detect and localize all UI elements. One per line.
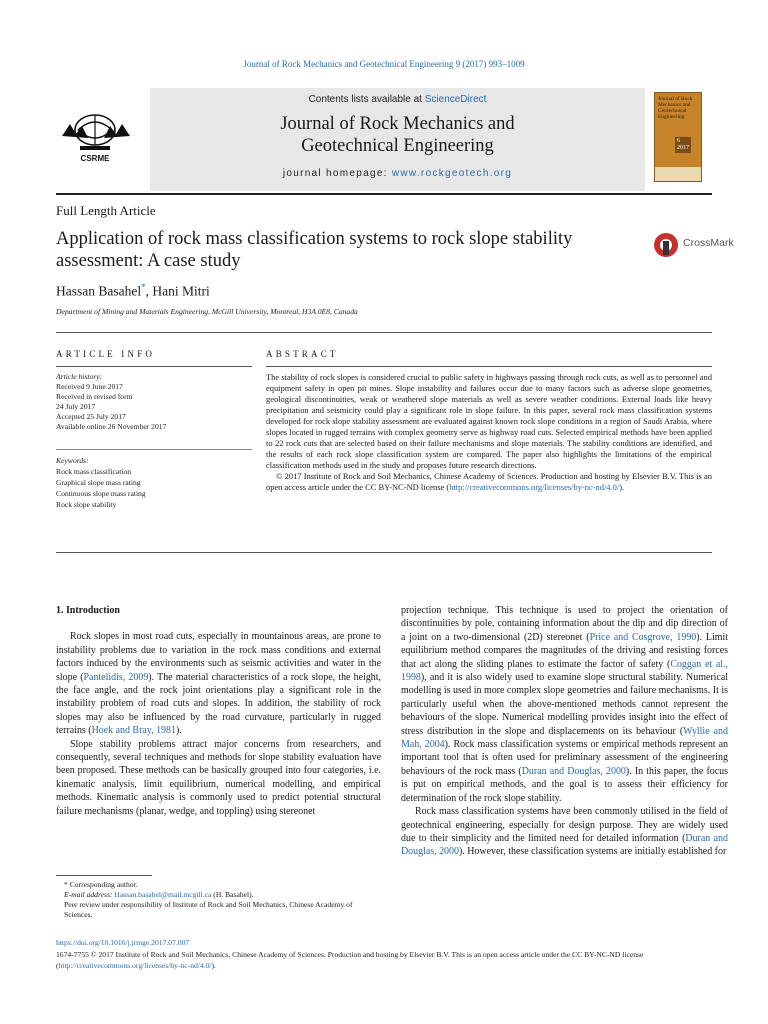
corresponding-author-marker[interactable]: * — [141, 282, 146, 292]
journal-title — [150, 113, 645, 157]
abstract-heading: ABSTRACT — [266, 349, 339, 359]
intro-r1-text-c: ), and it is also widely used to examine slope structural stability. Numerical modelling is used in more complex slope geometries and failure mechanisms. It is particularly useful when the above-mentioned methods cannot represent the behaviours of the slope. Numerical modelling provides insight into the effect of stress distribution in the slope and displacements on its behaviour ( — [401, 672, 728, 737]
intro-paragraph-2: Slope stability problems attract major concerns from researchers, and consequently, several techniques and methods for slope stability evaluation have been proposed. These methods can be basically grouped into four categories, i.e. kinematic analysis, limit equilibrium, numerical modelling, and empirical methods. Kinematic analysis is commonly used to predict potential structural failure mechanisms (planar, wedge, and toppling) using stereonet — [56, 738, 381, 817]
article-info-heading: ARTICLE INFO — [56, 349, 156, 359]
email-note — [56, 890, 381, 900]
cover-year: 2017 — [677, 145, 689, 151]
right-column — [401, 604, 728, 859]
contents-line — [150, 94, 645, 105]
abstract-copyright-end: ). — [619, 482, 625, 492]
citation-link[interactable]: Pantelidis, 2009 — [83, 671, 149, 683]
author-list — [56, 282, 210, 300]
keyword-item: Graphical slope mass rating — [56, 478, 141, 487]
intro-paragraph-2-continued — [401, 604, 728, 805]
homepage-link[interactable]: www.rockgeotech.org — [391, 168, 513, 179]
affiliation-divider — [56, 332, 712, 333]
csrme-logo-icon — [56, 106, 134, 166]
intro-p1-text-c: ). — [175, 725, 182, 737]
abstract-copyright — [266, 471, 712, 493]
history-item: Received in revised form — [56, 392, 133, 401]
keywords-list — [56, 455, 252, 510]
sciencedirect-link[interactable]: ScienceDirect — [424, 94, 487, 105]
history-item: 24 July 2017 — [56, 402, 96, 411]
peer-review-note: Peer review under responsibility of Institute of Rock and Soil Mechanics, Chinese Academy of Sciences. — [64, 900, 353, 919]
intro-r1-text-a: projection technique. This technique is used to project the orientation of discontinuities by pole, containing information about the dip and dip direction of a joint on a two-dimensional (2D) stereonet ( — [401, 605, 728, 643]
doi-link[interactable]: https://doi.org/10.1016/j.jrmge.2017.07.007 — [56, 938, 190, 947]
keyword-item: Rock slope stability — [56, 500, 117, 509]
journal-title-line2: Geotechnical Engineering — [301, 136, 494, 156]
keywords-divider — [56, 449, 252, 450]
introduction-heading: 1. Introduction — [56, 605, 120, 616]
footnote-divider — [56, 875, 152, 876]
csrme-logo-text: CSRME — [80, 154, 110, 163]
contents-prefix: Contents lists available at — [308, 94, 425, 105]
affiliation: Department of Mining and Materials Engineering, McGill University, Montreal, H3A 0E8, Canada — [56, 307, 358, 316]
intro-p1-text-b: ). The material characteristics of a rock slope, the height, the face angle, and the rock joint orientations play a significant role in the instability problem of road cuts and slopes. In addition, the stability of rock slopes may also be influenced by the road curvature, particularly in rugged terrains ( — [56, 671, 381, 737]
history-item: Accepted 25 July 2017 — [56, 412, 126, 421]
license-line — [56, 949, 728, 971]
left-column — [56, 604, 381, 818]
intro-r1-text-d: ). Rock mass classification systems or empirical methods represent an important tool that is often used for preliminary assessment of the engineering behaviours of the rock mass ( — [401, 739, 728, 777]
header-divider — [56, 193, 712, 195]
intro-p1-text-a: Rock slopes in most road cuts, especially in mountainous areas, are prone to instability problems due to variation in the rock mass conditions and external factors induced by the environments such as seismic activities and water in the slope ( — [56, 631, 381, 683]
intro-paragraph-1 — [56, 630, 381, 737]
abstract-license-link[interactable]: http://creativecommons.org/licenses/by-nc-nd/4.0/ — [449, 482, 620, 492]
article-title-line1: Application of rock mass classification systems to rock slope stability — [56, 229, 573, 249]
journal-cover-thumbnail[interactable] — [654, 92, 702, 182]
email-link[interactable]: Hassan.basahel@mail.mcgill.ca — [114, 890, 212, 899]
abstract-copyright-text: © 2017 Institute of Rock and Soil Mechanics, Chinese Academy of Sciences. Production and hosting by Elsevier B.V. This is an open access article under the CC BY-NC-ND license ( — [266, 471, 712, 492]
email-suffix: (H. Basahel). — [211, 890, 254, 899]
intro-r2-text-a: Rock mass classification systems have been commonly utilised in the field of geotechnical engineering, especially for design purpose. They are widely used due to their simplicity and the limited need for detailed information ( — [401, 806, 728, 844]
cover-issue — [675, 137, 691, 153]
keywords-label: Keywords: — [56, 456, 89, 465]
email-label: E-mail address: — [64, 890, 115, 899]
citation-link[interactable]: Price and Cosgrove, 1990 — [589, 631, 697, 643]
history-item: Available online 26 November 2017 — [56, 422, 167, 431]
abstract-text: The stability of rock slopes is considered crucial to public safety in highways passing through rock cuts, as well as to personnel and equipment safety in open pit mines. Slope instability and failures occur due to many factors such as adverse slope geometries, geological discontinuities, weak or weathered slope materials as well as severe weather conditions. External loads like heavy precipitation and seismicity could play a significant role in slope failure. In this paper, several rock mass classification systems developed for rock slope stability assessment are evaluated against known rock slope conditions in a region of Saudi Arabia, where slopes located in rugged terrains with complex geometry serve as highway road cuts. Selected empirical methods have been applied to 22 rock cuts that are selected based on their failure mechanisms and slope materials. The stability conditions are identified, and the results of each rock slope classification system are compared. The paper also highlights the limitations of the empirical classification methods used in the study and proposes future research directions. — [266, 372, 712, 470]
cover-bottom-strip — [655, 167, 701, 181]
history-item: Received 9 June 2017 — [56, 382, 123, 391]
citation-link[interactable]: Duran and Douglas, 2000 — [401, 832, 728, 858]
article-title — [56, 228, 646, 272]
citation-link[interactable]: Duran and Douglas, 2000 — [521, 765, 626, 777]
license-text: 1674-7755 © 2017 Institute of Rock and Soil Mechanics, Chinese Academy of Sciences. Production and hosting by Elsevier B.V. This is an open access article under the CC BY-NC-ND license ( — [56, 950, 644, 970]
cover-title: Journal of Rock Mechanics and Geotechnical Engineering — [658, 96, 693, 120]
license-end: ). — [211, 961, 216, 970]
intro-r1-text-b: ). Limit equilibrium method compares the magnitudes of the driving and resisting forces that act along the sliding planes to estimate the factor of safety ( — [401, 631, 728, 670]
abstract-end-divider — [56, 552, 712, 553]
intro-r2-text-b: ). However, these classification systems are initially established for — [458, 846, 727, 858]
abstract-divider — [266, 366, 712, 367]
citation-link[interactable]: Wyllie and Mah, 2004 — [401, 725, 728, 751]
footnotes — [56, 880, 381, 920]
journal-title-line1: Journal of Rock Mechanics and — [280, 114, 515, 134]
author-mitri[interactable]: , Hani Mitri — [145, 283, 210, 299]
article-history — [56, 372, 252, 432]
intro-paragraph-3 — [401, 805, 728, 859]
corresponding-author-note: * Corresponding author. — [64, 880, 138, 889]
abstract-body — [266, 372, 712, 493]
cover-issue-number: 6 — [677, 138, 680, 144]
keyword-item: Rock mass classification — [56, 467, 132, 476]
intro-r1-text-e: ). In this paper, the focus is put on empirical methods, and the goal is to assess their efficiency for determination of the rock slope stability. — [401, 765, 728, 804]
article-info-divider — [56, 366, 252, 367]
citation-link[interactable]: Coggan et al., 1998 — [401, 658, 728, 684]
homepage-prefix: journal homepage: — [282, 168, 392, 179]
citation-link[interactable]: Hoek and Bray, 1981 — [91, 725, 176, 737]
article-title-line2: assessment: A case study — [56, 251, 241, 271]
journal-reference[interactable]: Journal of Rock Mechanics and Geotechnical Engineering 9 (2017) 993–1009 — [243, 59, 525, 69]
license-link[interactable]: http://creativecommons.org/licenses/by-nc-nd/4.0/ — [58, 961, 212, 970]
author-basahel[interactable]: Hassan Basahel — [56, 283, 142, 299]
article-type: Full Length Article — [56, 203, 156, 218]
crossmark-label[interactable]: CrossMark — [683, 237, 734, 249]
journal-homepage — [150, 168, 645, 179]
keyword-item: Continuous slope mass rating — [56, 489, 146, 498]
history-label: Article history: — [56, 372, 103, 381]
